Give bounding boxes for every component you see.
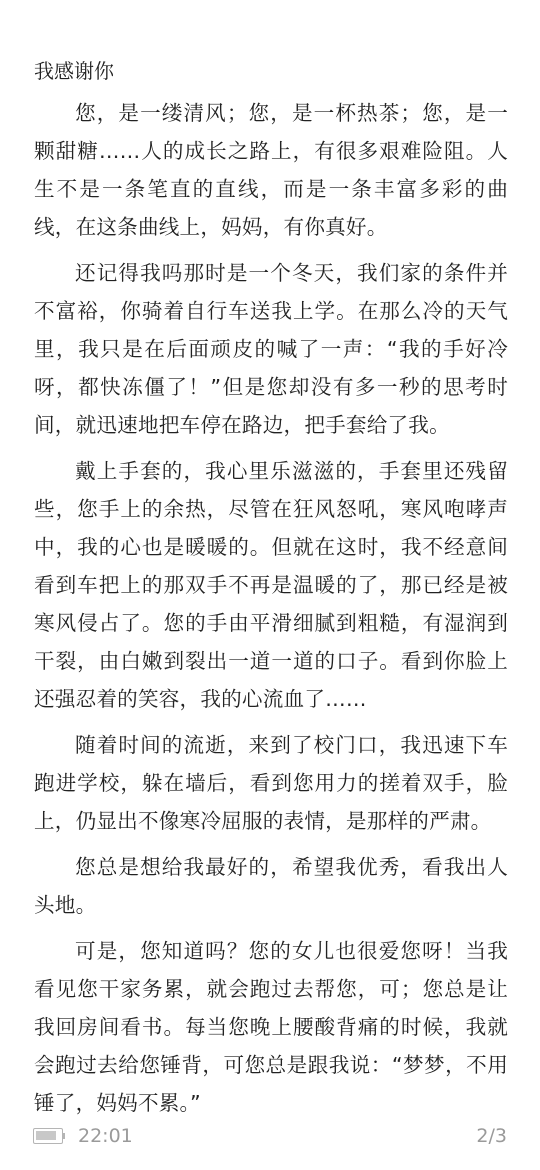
- paragraph: 您总是想给我最好的，希望我优秀，看我出人头地。: [34, 855, 508, 917]
- reader-status-bar: [0, 1118, 540, 1158]
- battery-icon: [33, 1128, 63, 1144]
- battery-cap: [62, 1133, 65, 1139]
- paragraph: 您，是一缕清风；您，是一杯热茶；您，是一颗甜糖……人的成长之路上，有很多艰难险阻。人生不是一条笔直的直线，而是一条丰富多彩的曲线，在这条曲线上，妈妈，有你真好。: [34, 101, 508, 239]
- article-body: [34, 94, 508, 1130]
- clock-time: 22:01: [78, 1125, 133, 1147]
- paragraph: 戴上手套的，我心里乐滋滋的，手套里还残留些，您手上的余热，尽管在狂风怒吼，寒风咆哮声中，我的心也是暖暖的。但就在这时，我不经意间看到车把上的那双手不再是温暖的了，那已经是被寒风侵占了。您的手由平滑细腻到粗糙，有湿润到干裂，由白嫩到裂出一道一道的口子。看到你脸上还强忍着的笑容，我的心流血了……: [34, 459, 508, 711]
- article-title: 我感谢你: [34, 59, 114, 83]
- battery-level-fill: [36, 1131, 56, 1140]
- paragraph: 还记得我吗那时是一个冬天，我们家的条件并不富裕，你骑着自行车送我上学。在那么冷的天气里，我只是在后面顽皮的喊了一声：“我的手好冷呀，都快冻僵了！”但是您却没有多一秒的思考时间，就迅速地把车停在路边，把手套给了我。: [34, 261, 508, 437]
- paragraph: 可是，您知道吗？您的女儿也很爱您呀！当我看见您干家务累，就会跑过去帮您，可；您总是让我回房间看书。每当您晚上腰酸背痛的时候，我就会跑过去给您锤背，可您总是跟我说：“梦梦，不用锤了，妈妈不累。”: [34, 939, 508, 1115]
- page-indicator: 2/3: [476, 1125, 507, 1147]
- paragraph: 随着时间的流逝，来到了校门口，我迅速下车跑进学校，躲在墙后，看到您用力的搓着双手，脸上，仍显出不像寒冷屈服的表情，是那样的严肃。: [34, 733, 508, 833]
